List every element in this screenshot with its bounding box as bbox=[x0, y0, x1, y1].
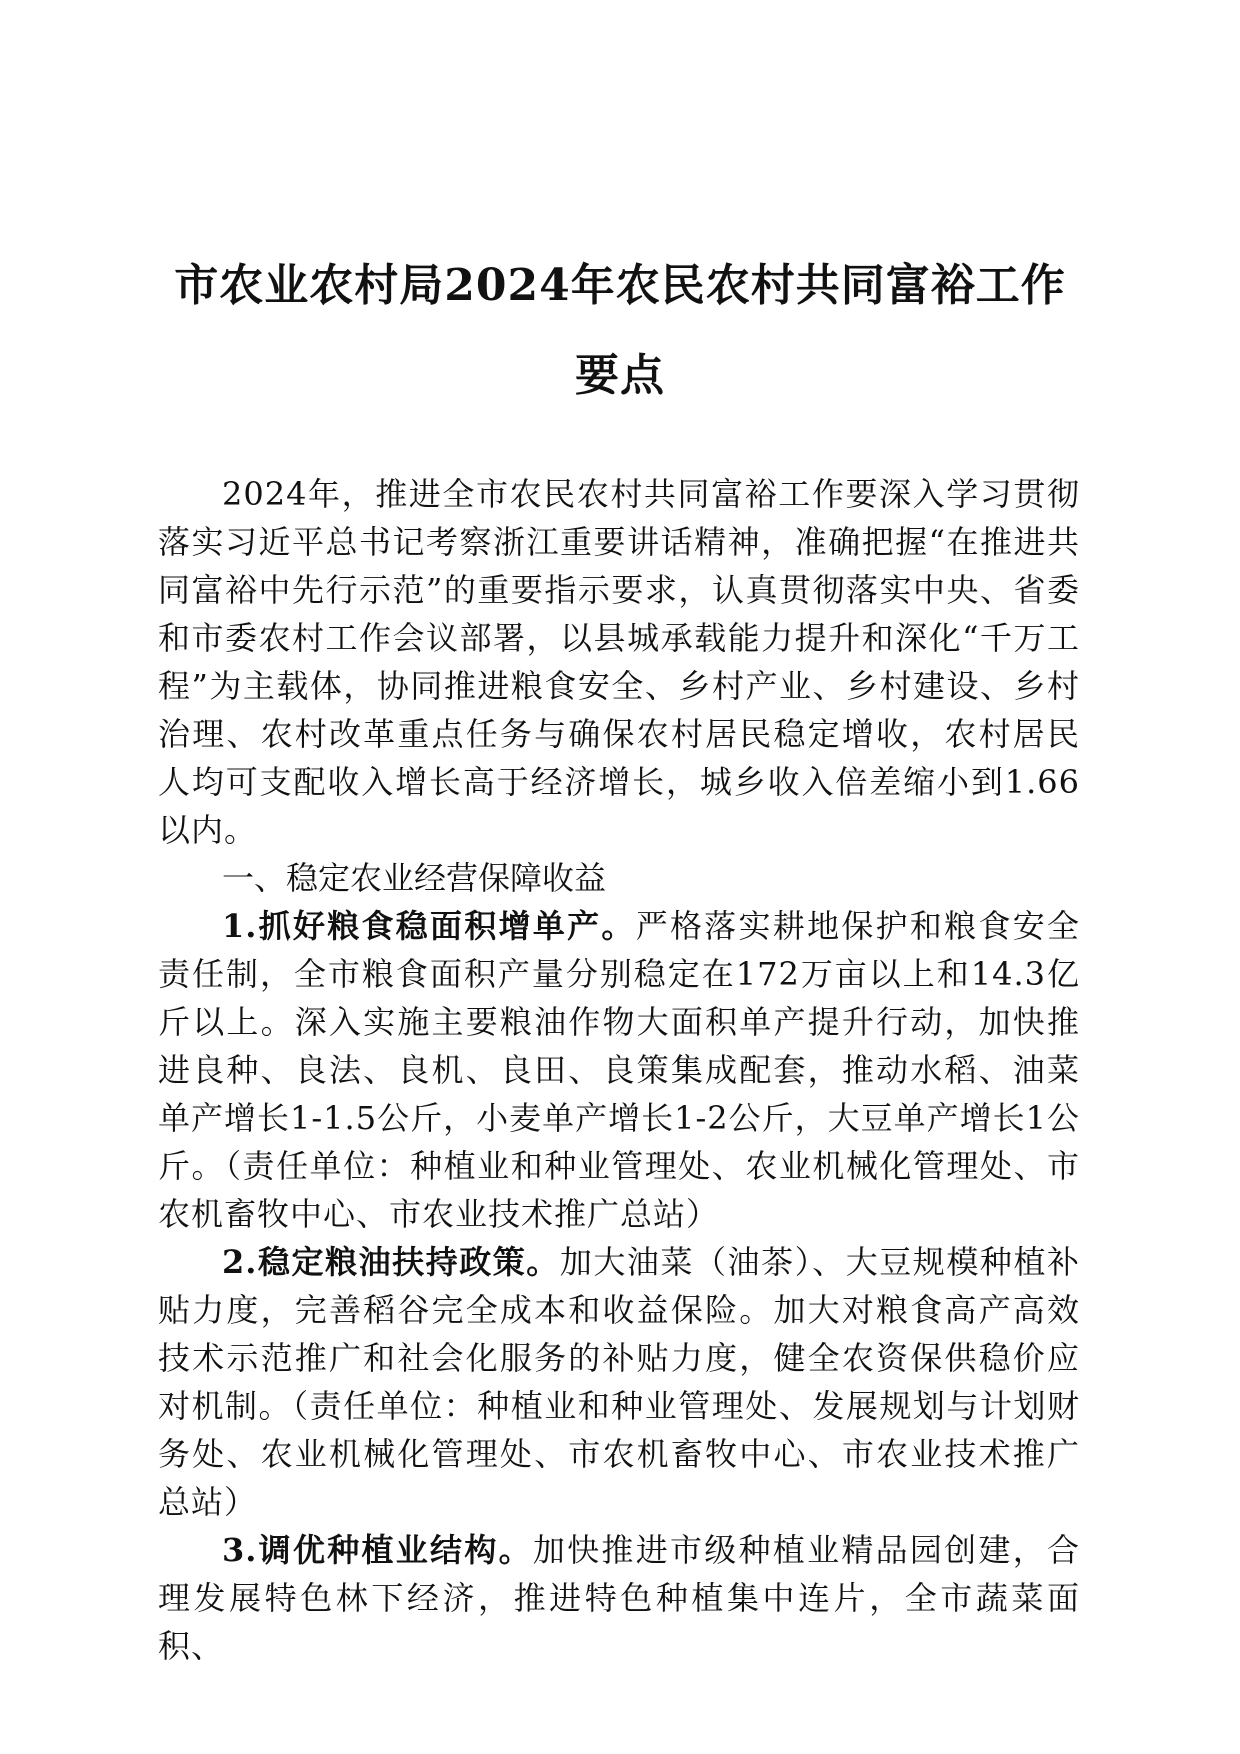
item-paragraph-2 bbox=[158, 1238, 1080, 1526]
item-paragraph-3 bbox=[158, 1526, 1080, 1670]
item-lead-1: 1.抓好粮食稳面积增单产。 bbox=[222, 907, 636, 945]
section-heading-1: 一、稳定农业经营保障收益 bbox=[222, 859, 607, 897]
document-title-line1: 市农业农村局2024年农民农村共同富裕工作 bbox=[174, 260, 1066, 311]
intro-paragraph: 2024年，推进全市农民农村共同富裕工作要深入学习贯彻落实习近平总书记考察浙江重要讲话精神，准确把握“在推进共同富裕中先行示范”的重要指示要求，认真贯彻落实中央、省委和市委农村工作会议部署，以县城承载能力提升和深化“千万工程”为主载体，协同推进粮食安全、乡村产业、乡村建设、乡村治理、农村改革重点任务与确保农村居民稳定增收，农村居民人均可支配收入增长高于经济增长，城乡收入倍差缩小到1.66以内。 bbox=[158, 475, 1080, 849]
item-text-3: 加快推进市级种植业精品园创建，合理发展特色林下经济，推进特色种植集中连片，全市蔬菜面积、 bbox=[158, 1531, 1080, 1665]
item-text-1: 严格落实耕地保护和粮食安全责任制，全市粮食面积产量分别稳定在172万亩以上和14.3亿斤以上。深入实施主要粮油作物大面积单产提升行动，加快推进良种、良法、良机、良田、良策集成配套，推动水稻、油菜单产增长1-1.5公斤，小麦单产增长1-2公斤，大豆单产增长1公斤。（责任单位：种植业和种业管理处、农业机械化管理处、市农机畜牧中心、市农业技术推广总站） bbox=[158, 907, 1080, 1233]
item-paragraph-1 bbox=[158, 902, 1080, 1238]
item-lead-3: 3.调优种植业结构。 bbox=[222, 1531, 533, 1569]
document-title-line2: 要点 bbox=[575, 350, 665, 401]
document-body bbox=[158, 470, 1080, 1670]
item-lead-2: 2.稳定粮油扶持政策。 bbox=[222, 1243, 560, 1281]
item-text-2: 加大油菜（油茶）、大豆规模种植补贴力度，完善稻谷完全成本和收益保险。加大对粮食高产高效技术示范推广和社会化服务的补贴力度，健全农资保供稳价应对机制。（责任单位：种植业和种业管理处、发展规划与计划财务处、农业机械化管理处、市农机畜牧中心、市农业技术推广总站） bbox=[158, 1243, 1080, 1521]
